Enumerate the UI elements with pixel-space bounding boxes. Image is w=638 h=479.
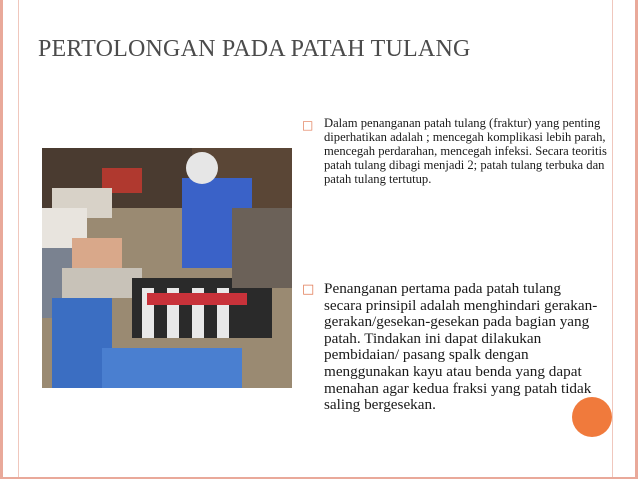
right-rule-line [612,0,613,479]
square-bullet-icon: □ [302,118,314,132]
left-border [0,0,3,479]
first-aid-photo [42,148,292,388]
decorative-circle [572,397,612,437]
slide-title: PERTOLONGAN PADA PATAH TULANG [38,36,471,62]
square-bullet-icon: □ [302,282,315,297]
left-rule-line [18,0,19,479]
bullet-text-1: Dalam penanganan patah tulang (fraktur) yang penting diperhatikan adalah ; mencegah komplikasi lebih parah, mencegah perdarahan, mencegah infeksi. Secara teoritis patah tulang dibagi menjadi 2; patah tulang terbuka dan patah tulang tertutup. [324,116,607,186]
bullet-text-2: Penanganan pertama pada patah tulang secara prinsipil adalah menghindari gerakan-gerakan/gesekan-gesekan pada bagian yang patah. Tindakan ini dapat dilakukan pembidaian/ pasang spalk dengan menggunakan kayu atau benda yang dapat menahan agar kedua fraksi yang patah tidak saling bergesekan. [324,280,598,414]
